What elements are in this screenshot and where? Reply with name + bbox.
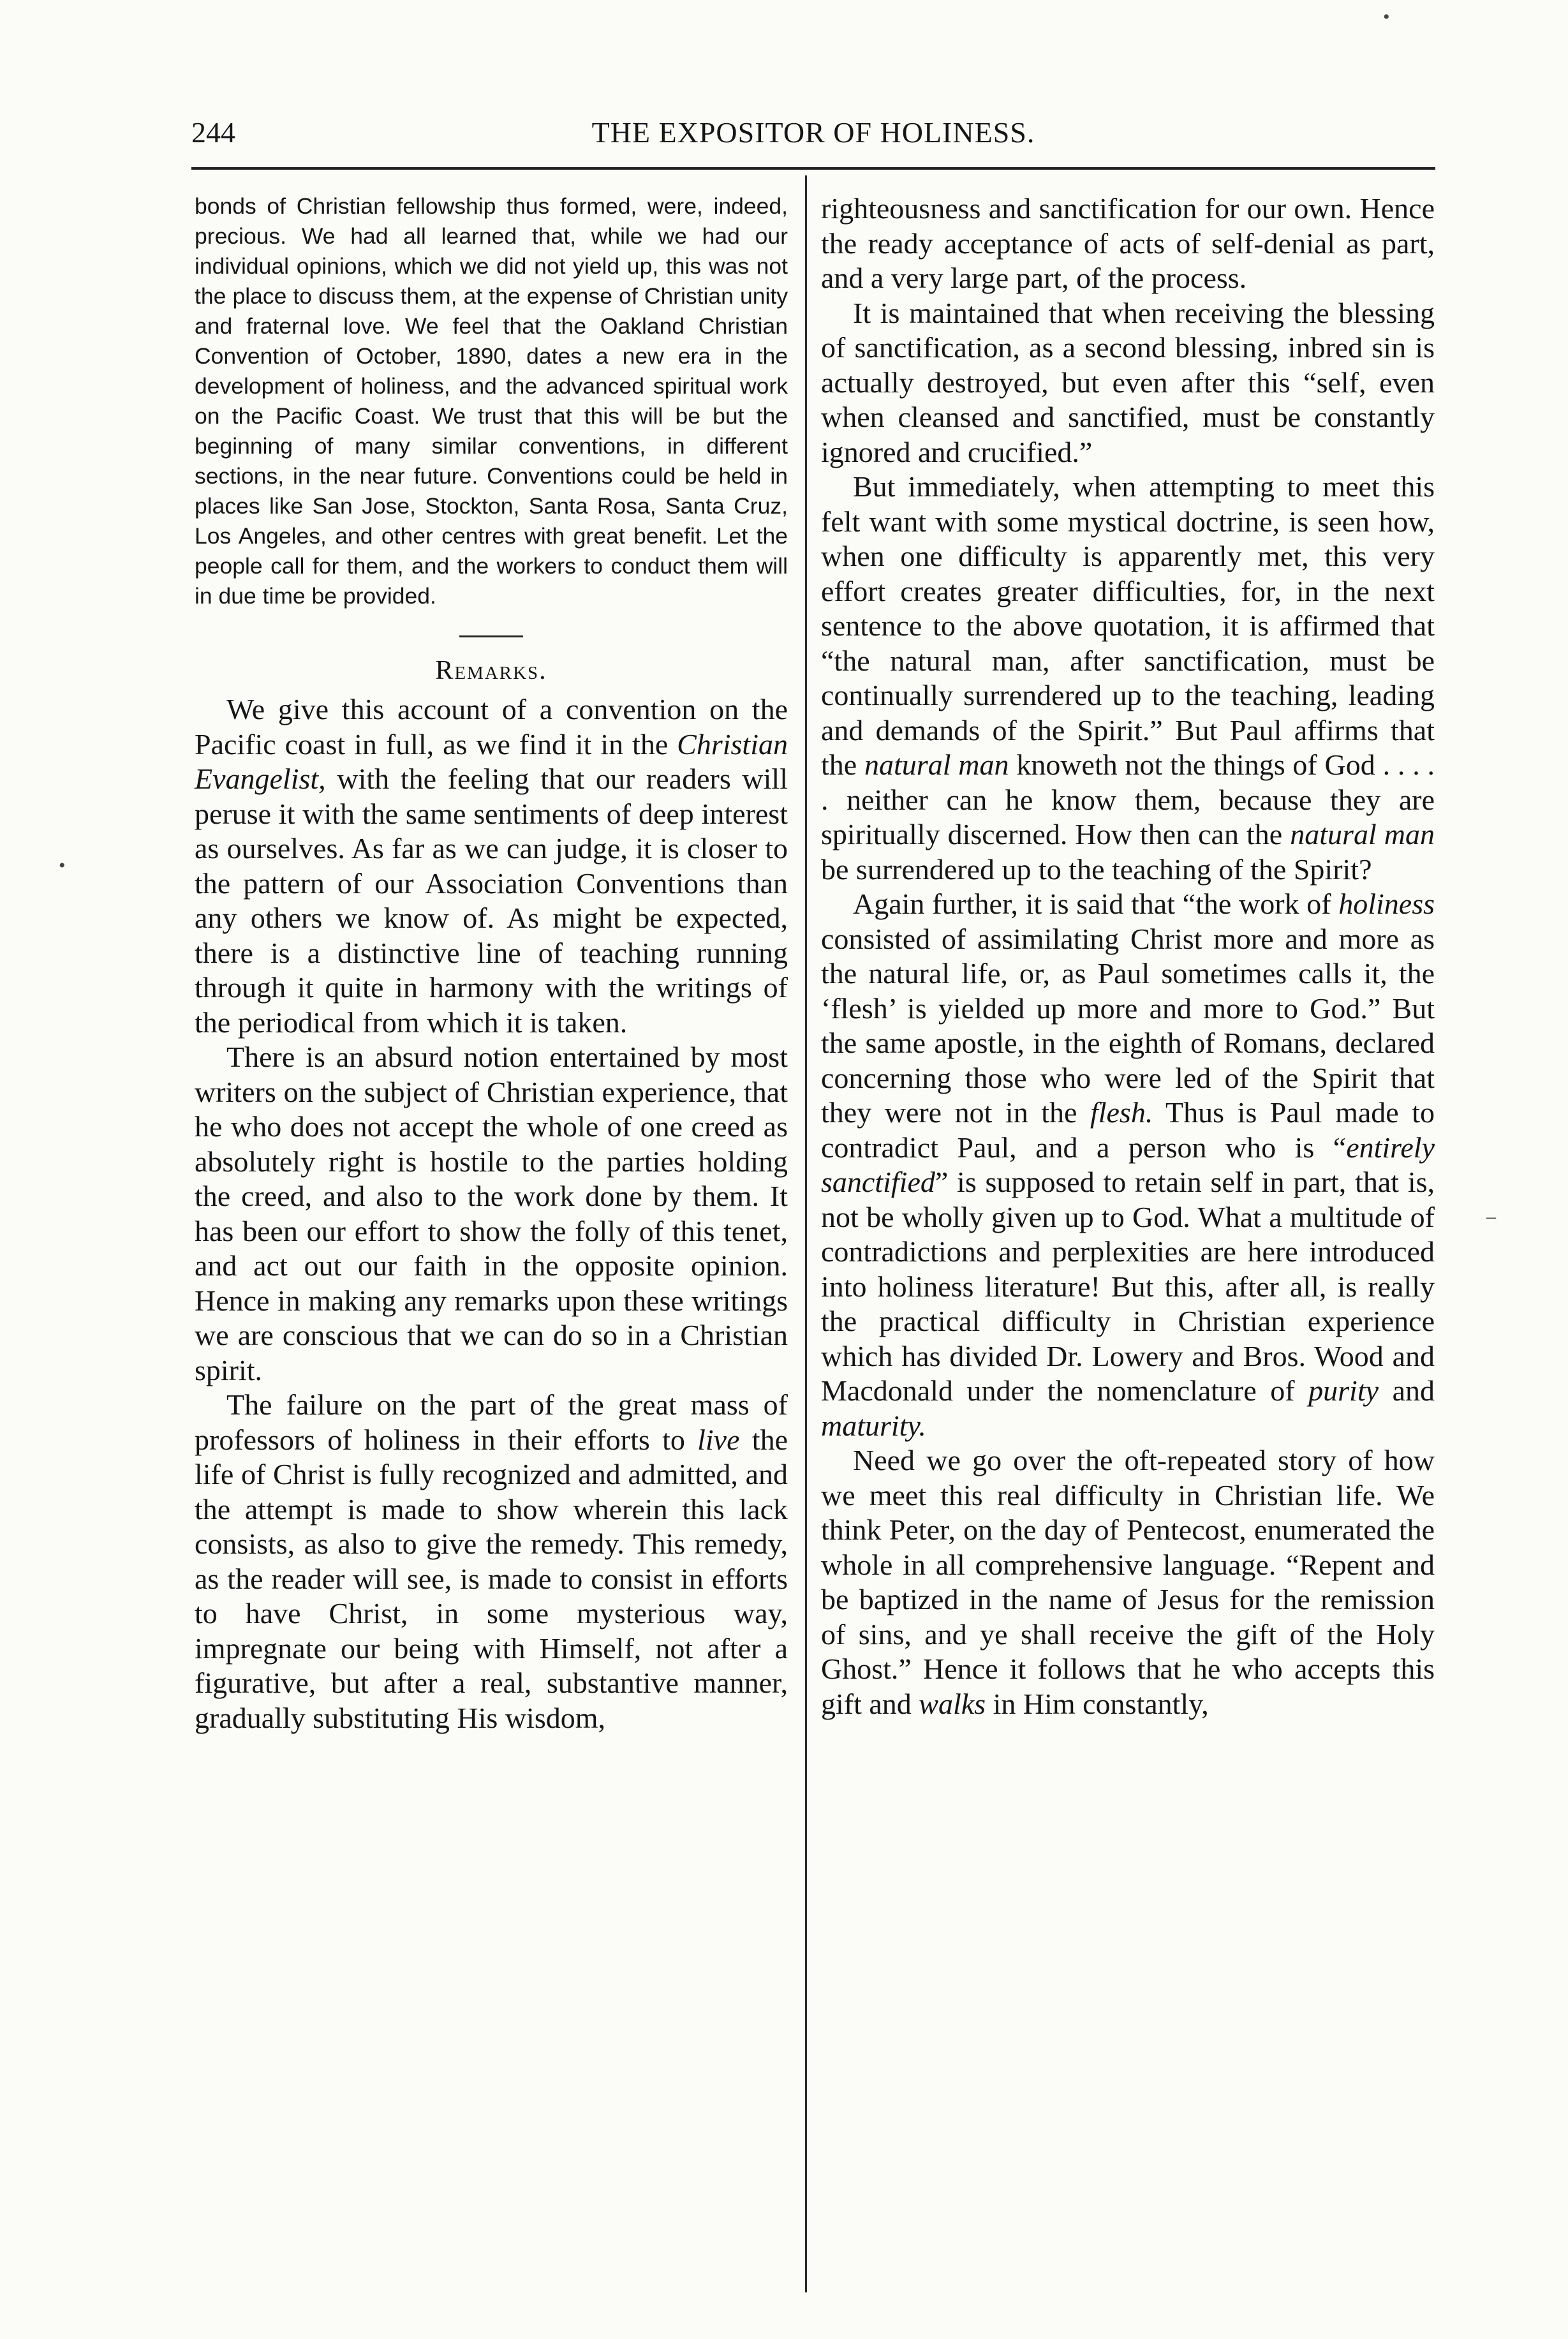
remarks-paragraph-1: We give this account of a convention on the Pacific coast in full, as we find it in the Christian Evangelist, with the feeling that our readers will peruse it with the same sentiments of deep interest as ourselves. As far as we can judge, it is closer to the pattern of our Association Conventions than any others we know of. As might be expected, there is a distinctive line of teaching running through it quite in harmony with the writings of the periodical from which it is taken. [195,693,788,1039]
print-speck: • [1383,6,1390,27]
running-title: THE EXPOSITOR OF HOLINESS. [591,116,1035,149]
right-paragraph-3: But immediately, when attempting to meet this felt want with some mystical doctrine, is seen how, when one difficulty is apparently met, this very effort creates greater difficulties, for, in the next sentence to the above quotation, it is affirmed that “the natural man, after sanctification, must be continually surrendered up to the teaching, leading and demands of the Spirit.” But Paul affirms that the natural man knoweth not the things of God . . . . . neither can he know them, because they are spiritually discerned. How then can the natural man be surrendered up to the teaching of the Spirit? [821,470,1435,886]
page-number: 244 [191,116,235,149]
print-speck: • [59,855,66,876]
section-rule [459,635,523,637]
right-paragraph-4: Again further, it is said that “the work of holiness consisted of assimilating Christ more and more as the natural life, or, as Paul sometimes calls it, the ‘flesh’ is yielded up more and more to God.” But the same apostle, in the eighth of Romans, declared concerning those who were led of the Spirit that they were not in the flesh. Thus is Paul made to contradict Paul, and a person who is “entirely sanctified” is supposed to retain self in part, that is, not be wholly given up to God. What a multitude of contradictions and perplexities are here introduced into holiness literature! But this, after all, is really the practical difficulty in Christian experience which has divided Dr. Lowery and Bros. Wood and Macdonald under the nomenclature of purity and maturity. [821,887,1435,1442]
header-rule [191,167,1435,170]
right-paragraph-1: righteousness and sanctification for our own. Hence the ready acceptance of acts of self-denial as part, and a very large part, of the process. [821,192,1435,294]
remarks-heading: Remarks. [435,656,547,685]
remarks-paragraph-2: There is an absurd notion entertained by most writers on the subject of Christian experience, that he who does not accept the whole of one creed as absolutely right is hostile to the parties holding the creed, and also to the work done by them. It has been our effort to show the folly of this tenet, and act out our faith in the opposite opinion. Hence in making any remarks upon these writings we are conscious that we can do so in a Christian spirit. [195,1041,788,1386]
right-column [821,191,1435,1721]
page-header [191,114,1435,152]
convention-report-paragraph: bonds of Christian fellowship thus formed, were, indeed, precious. We had all learned that, while we had our individual opinions, which we did not yield up, this was not the place to discuss them, at the expense of Christian unity and fraternal love. We feel that the Oakland Christian Convention of October, 1890, dates a new era in the development of holiness, and the advanced spiritual work on the Pacific Coast. We trust that this will be but the beginning of many similar conventions, in different sections, in the near future. Conventions could be held in places like San Jose, Stockton, Santa Rosa, Santa Cruz, Los Angeles, and other centres with great benefit. Let the people call for them, and the workers to conduct them will in due time be provided. [195,193,788,609]
right-paragraph-5: Need we go over the oft-repeated story of how we meet this real difficulty in Christian life. We think Peter, on the day of Pentecost, enumerated the whole in all comprehensive language. “Repent and be baptized in the name of Jesus for the remission of sins, and ye shall receive the gift of the Holy Ghost.” Hence it follows that he who accepts this gift and walks in Him constantly, [821,1444,1435,1720]
remarks-paragraph-3: The failure on the part of the great mass of professors of holiness in their efforts to live the life of Christ is fully recognized and admitted, and the attempt is made to show wherein this lack consists, as also to give the remedy. This remedy, as the reader will see, is made to consist in efforts to have Christ, in some mysterious way, impregnate our being with Himself, not after a figurative, but after a real, substantive manner, gradually substituting His wisdom, [195,1388,788,1734]
print-speck: – [1486,1206,1496,1227]
left-column [195,191,788,1735]
column-divider [805,175,807,2292]
right-paragraph-2: It is maintained that when receiving the blessing of sanctification, as a second blessing, inbred sin is actually destroyed, but even after this “self, even when cleansed and sanctified, must be constantly ignored and crucified.” [821,296,1435,468]
